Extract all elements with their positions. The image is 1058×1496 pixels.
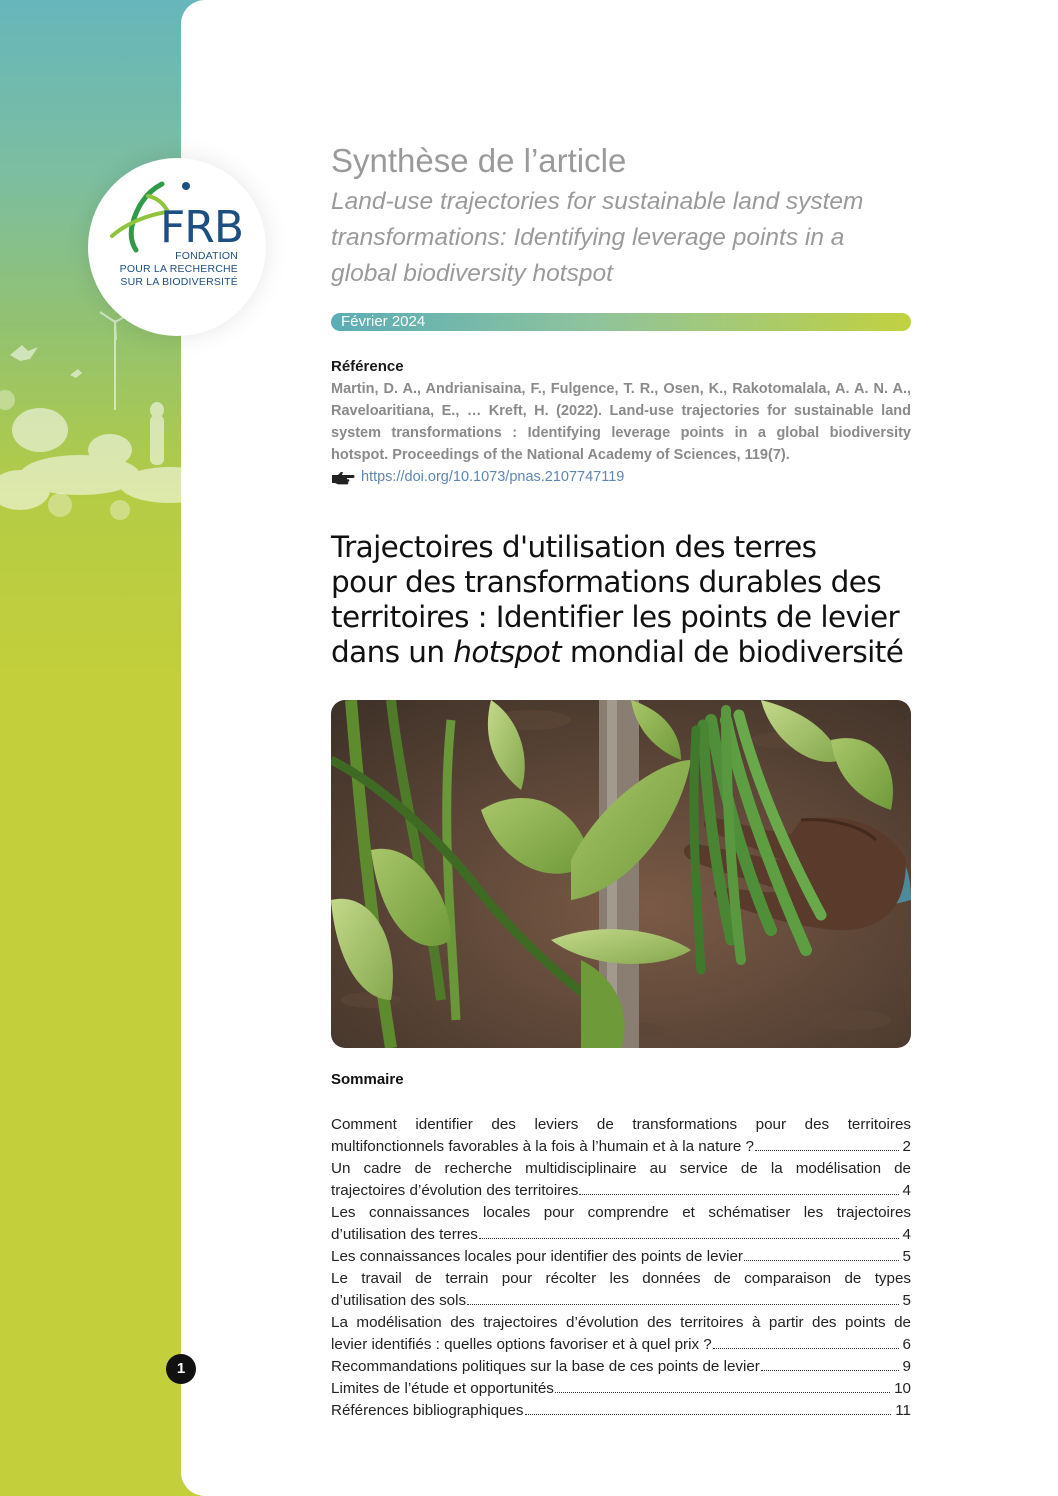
toc-dot-leader xyxy=(555,1392,890,1393)
date-banner xyxy=(331,313,911,331)
document-type-title: Synthèse de l’article xyxy=(331,142,627,179)
toc-entry[interactable] xyxy=(331,1356,911,1378)
toc-entry[interactable] xyxy=(331,1400,911,1422)
reference-heading: Référence xyxy=(331,358,404,375)
toc-dot-leader xyxy=(744,1260,899,1261)
toc-page-number: 4 xyxy=(902,1182,911,1199)
main-title-line: territoires : Identifier les points de levier xyxy=(331,600,900,634)
toc-entry-text: Limites de l’étude et opportunités xyxy=(331,1380,554,1397)
toc-entry-last-line xyxy=(331,1290,911,1312)
logo-acronym: FRB xyxy=(160,202,244,253)
toc-entry-text: levier identifiés : quelles options favoriser et à quel prix ? xyxy=(331,1336,712,1353)
toc-entry-text: d’utilisation des terres xyxy=(331,1226,478,1243)
main-title xyxy=(331,530,931,670)
toc-entry-last-line xyxy=(331,1224,911,1246)
toc-page-number: 4 xyxy=(902,1226,911,1243)
toc-dot-leader xyxy=(713,1348,899,1349)
summary-heading: Sommaire xyxy=(331,1071,404,1088)
logo-text-line: SUR LA BIODIVERSITÉ xyxy=(120,276,238,288)
toc-entry[interactable] xyxy=(331,1114,911,1158)
logo-text-line: FONDATION xyxy=(175,250,238,262)
publication-date: Février 2024 xyxy=(341,313,426,330)
toc-entry-text: Un cadre de recherche multidisciplinaire au service de la modélisation de xyxy=(331,1160,911,1177)
toc-dot-leader xyxy=(467,1304,898,1305)
toc-page-number: 10 xyxy=(894,1380,911,1397)
toc-entry-last-line xyxy=(331,1356,911,1378)
toc-entry-text: Comment identifier des leviers de transformations pour des territoires xyxy=(331,1116,911,1133)
toc-dot-leader xyxy=(579,1194,898,1195)
article-title: Land-use trajectories for sustainable land system transformations: Identifying leverage points in a global biodiversity hotspot xyxy=(331,188,864,287)
toc-entry-last-line xyxy=(331,1246,911,1268)
toc-dot-leader xyxy=(525,1414,892,1415)
toc-entry[interactable] xyxy=(331,1268,911,1312)
toc-entry-text: Recommandations politiques sur la base de ces points de levier xyxy=(331,1358,760,1375)
main-title-line: Trajectoires d'utilisation des terres xyxy=(331,530,817,564)
toc-page-number: 5 xyxy=(902,1292,911,1309)
frb-logo xyxy=(88,158,266,336)
toc-dot-leader xyxy=(761,1370,899,1371)
toc-entry-text: Les connaissances locales pour identifier des points de levier xyxy=(331,1248,743,1265)
toc-page-number: 5 xyxy=(902,1248,911,1265)
toc-page-number: 2 xyxy=(902,1138,911,1155)
toc-entry[interactable] xyxy=(331,1158,911,1202)
toc-entry-text: La modélisation des trajectoires d’évolution des territoires à partir des points de xyxy=(331,1314,911,1331)
toc-entry-text: Le travail de terrain pour récolter les données de comparaison de types xyxy=(331,1270,911,1287)
toc-entry-last-line xyxy=(331,1400,911,1422)
toc-page-number: 6 xyxy=(902,1336,911,1353)
toc-entry-text: Références bibliographiques xyxy=(331,1402,524,1419)
toc-dot-leader xyxy=(755,1150,899,1151)
toc-entry-last-line xyxy=(331,1378,911,1400)
toc-entry-last-line xyxy=(331,1180,911,1202)
toc-entry[interactable] xyxy=(331,1378,911,1400)
pointing-hand-icon xyxy=(331,471,355,485)
main-title-text: mondial de biodiversité xyxy=(561,635,904,669)
toc-entry-last-line xyxy=(331,1334,911,1356)
page-number-badge: 1 xyxy=(166,1354,196,1384)
toc-page-number: 11 xyxy=(895,1402,911,1419)
toc-entry-text: multifonctionnels favorables à la fois à l’humain et à la nature ? xyxy=(331,1138,754,1155)
doi-link[interactable]: https://doi.org/10.1073/pnas.2107747119 xyxy=(361,469,625,485)
toc-dot-leader xyxy=(479,1238,899,1239)
toc-entry-text: Les connaissances locales pour comprendre et schématiser les trajectoires xyxy=(331,1204,911,1221)
vanilla-plant-photo xyxy=(331,700,911,1048)
toc-entry[interactable] xyxy=(331,1202,911,1246)
toc-entry-last-line xyxy=(331,1136,911,1158)
main-title-text: dans un xyxy=(331,635,454,669)
toc-entry[interactable] xyxy=(331,1246,911,1268)
table-of-contents xyxy=(331,1114,911,1422)
reference-citation: Martin, D. A., Andrianisaina, F., Fulgence, T. R., Osen, K., Rakotomalala, A. A. N. A., Raveloaritiana, E., … Kreft, H. (2022). Land-use trajectories for sustainable land system transformations : Identifying leverage points in a global biodiversity hotspot. Proceedings of the National Academy of Sciences, 119(7). xyxy=(331,381,911,463)
logo-text-line: POUR LA RECHERCHE xyxy=(119,263,238,275)
toc-entry-text: d’utilisation des sols xyxy=(331,1292,467,1309)
main-title-line: pour des transformations durables des xyxy=(331,565,882,599)
toc-entry[interactable] xyxy=(331,1312,911,1356)
toc-page-number: 9 xyxy=(902,1358,911,1375)
main-title-emphasis: hotspot xyxy=(453,635,562,669)
main-title-line xyxy=(331,635,931,670)
toc-entry-text: trajectoires d’évolution des territoires xyxy=(331,1182,579,1199)
